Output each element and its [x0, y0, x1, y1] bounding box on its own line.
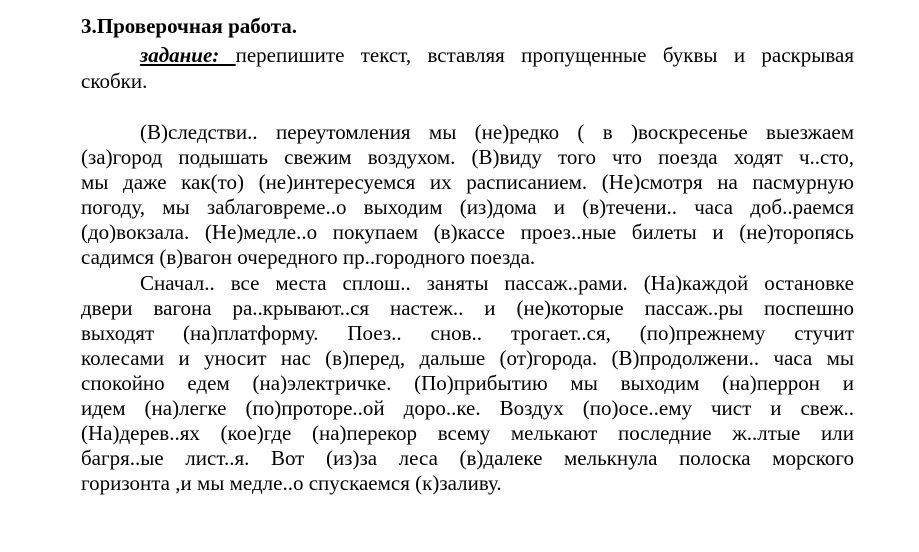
paragraph-1-line: (до)вокзала. (Не)медле..о покупаем (в)кассе проез..ные билеты и (не)торопясь	[81, 220, 854, 245]
task-label: задание:	[140, 43, 236, 67]
paragraph-1-line: мы даже как(то) (не)интересуемся их расписанием. (Не)смотря на пасмурную	[81, 170, 854, 195]
paragraph-1-line: погоду, мы заблаговреме..о выходим (из)дома и (в)течени.. часа доб..раемся	[81, 195, 854, 220]
paragraph-1-line: (за)город подышать свежим воздухом. (В)виду того что поезда ходят ч..сто,	[81, 145, 854, 170]
paragraph-2-line: идем (на)легке (по)проторе..ой доро..ке. Воздух (по)осе..ему чист и свеж..	[81, 396, 854, 421]
paragraph-1-line: садимся (в)вагон очередного пр..городного поезда.	[81, 245, 536, 270]
paragraph-1-line: (В)следстви.. переутомления мы (не)редко ( в )воскресенье выезжаем	[140, 120, 854, 144]
paragraph-2-line: Сначал.. все места сплош.. заняты пассаж..рами. (На)каждой остановке	[140, 270, 854, 295]
exercise-text	[81, 120, 854, 496]
task-text: перепишите текст, вставляя пропущенные буквы и раскрывая	[235, 43, 854, 67]
paragraph-2-line: багря..ые лист..я. Вот (из)за леса (в)далеке мелькнула полоска морского	[81, 446, 854, 471]
paragraph-2-line: колесами и уносит нас (в)перед, дальше (от)города. (В)продолжени.. часа мы	[81, 345, 854, 370]
paragraph-2-line: (На)дерев..ях (кое)где (на)перекор всему мелькают последние ж..лтые или	[81, 421, 854, 446]
paragraph-2-line: двери вагона ра..крывают..ся настеж.. и (не)которые пассаж..ры поспешно	[81, 295, 854, 320]
task-instruction	[81, 42, 854, 94]
paragraph-2-line: выходят (на)платформу. Поез.. снов.. трогает..ся, (по)прежнему стучит	[81, 320, 854, 345]
task-line-2: скобки.	[81, 69, 148, 93]
document-heading: 3.Проверочная работа.	[81, 14, 298, 38]
paragraph-2-line: спокойно едем (на)электричке. (По)прибытию мы выходим (на)перрон и	[81, 370, 854, 395]
paragraph-2-line: горизонта ,и мы медле..о спускаемся (к)заливу.	[81, 471, 502, 496]
task-line-1	[81, 42, 854, 68]
